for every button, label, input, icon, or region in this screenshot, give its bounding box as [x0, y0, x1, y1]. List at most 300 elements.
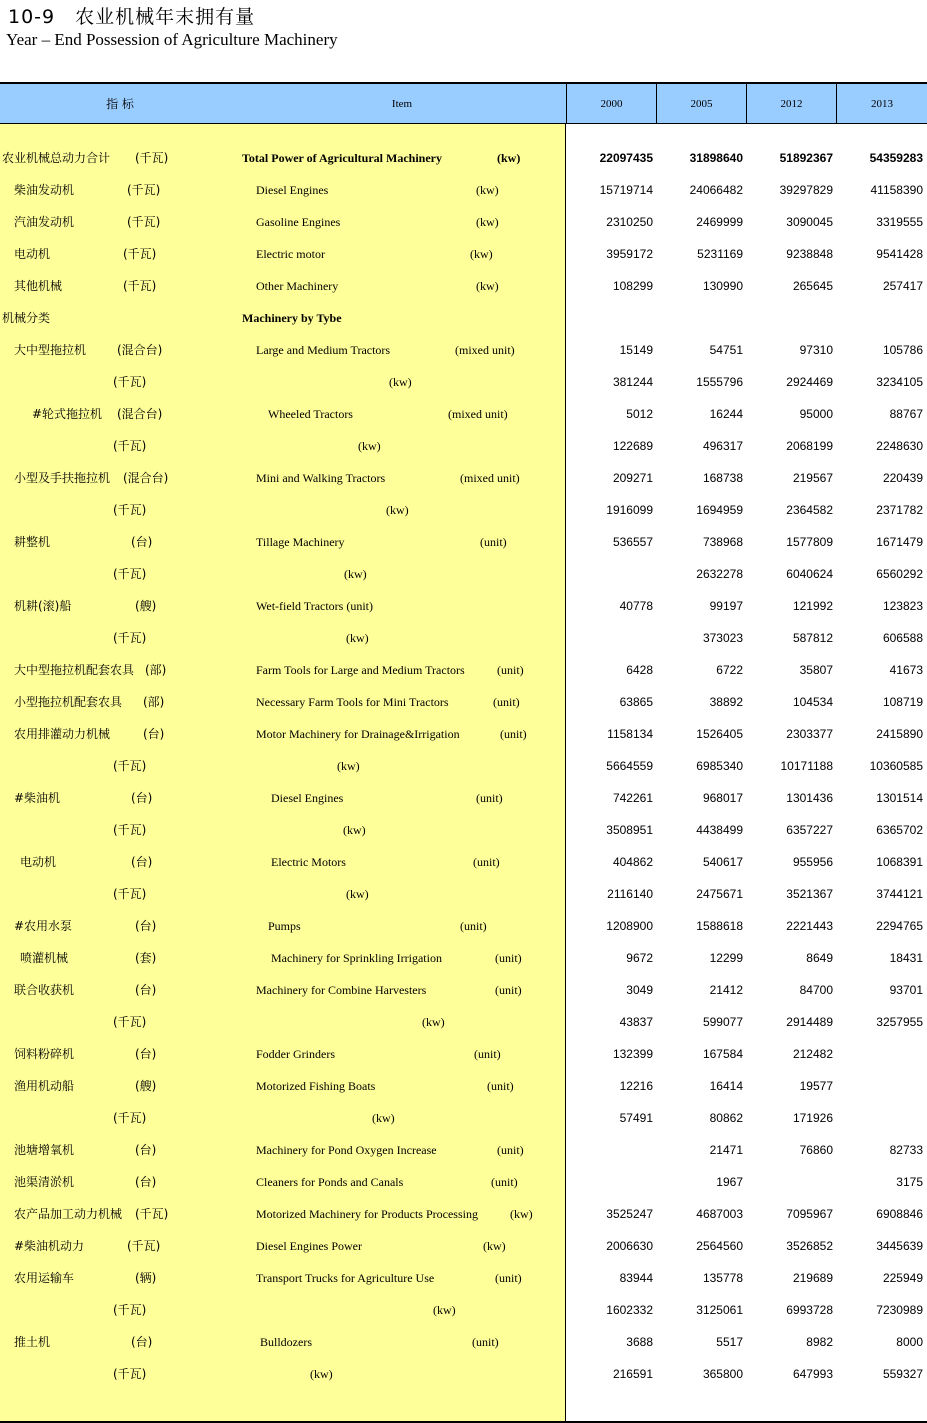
item-name-zh: #柴油机动力	[14, 1239, 85, 1253]
value-cell: 39297829	[779, 183, 833, 197]
item-unit-en: (kw)	[476, 183, 499, 197]
item-name-en: Diesel Engines	[256, 183, 329, 197]
value-cell: 265645	[792, 279, 833, 293]
item-unit-en: (unit)	[495, 983, 522, 997]
item-unit-zh: (台)	[131, 535, 153, 549]
table-row	[0, 1326, 927, 1358]
item-name-en: Machinery for Pond Oxygen Increase	[256, 1143, 437, 1157]
item-unit-zh: (千瓦)	[127, 215, 161, 229]
table-row	[0, 910, 927, 942]
item-name-en: Machinery by Tybe	[242, 311, 342, 325]
value-cell: 171926	[792, 1111, 833, 1125]
item-unit-zh: (千瓦)	[113, 503, 147, 517]
table-row	[0, 686, 927, 718]
value-cell: 6365702	[876, 823, 923, 837]
value-cell: 3744121	[876, 887, 923, 901]
table-row	[0, 846, 927, 878]
value-cell: 3508951	[606, 823, 653, 837]
table-row	[0, 1134, 927, 1166]
item-name-zh: 耕整机	[14, 535, 51, 549]
item-name-en: Pumps	[268, 919, 301, 933]
item-unit-zh: (混合台)	[117, 343, 163, 357]
value-cell: 1588618	[696, 919, 743, 933]
value-cell: 15149	[619, 343, 653, 357]
value-cell: 22097435	[599, 151, 653, 165]
value-cell: 220439	[882, 471, 923, 485]
value-cell: 130990	[702, 279, 743, 293]
value-cell: 540617	[702, 855, 743, 869]
table-row	[0, 366, 927, 398]
value-cell: 41673	[889, 663, 923, 677]
item-name-zh: 机耕(滚)船	[14, 599, 72, 613]
value-cell: 54359283	[869, 151, 923, 165]
value-cell: 2469999	[696, 215, 743, 229]
item-unit-en: (kw)	[476, 215, 499, 229]
item-name-zh: 电动机	[14, 247, 51, 261]
item-name-zh: #柴油机	[14, 791, 61, 805]
value-cell: 1967	[716, 1175, 743, 1189]
item-unit-en: (kw)	[483, 1239, 506, 1253]
value-cell: 3526852	[786, 1239, 833, 1253]
item-name-zh: 饲料粉碎机	[14, 1047, 75, 1061]
item-unit-zh: (千瓦)	[113, 887, 147, 901]
value-cell: 7095967	[786, 1207, 833, 1221]
value-cell: 135778	[702, 1271, 743, 1285]
item-unit-zh: (千瓦)	[113, 823, 147, 837]
value-cell: 968017	[702, 791, 743, 805]
item-unit-en: (unit)	[474, 1047, 501, 1061]
value-cell: 2632278	[696, 567, 743, 581]
item-unit-zh: (千瓦)	[113, 1111, 147, 1125]
value-cell: 2116140	[607, 887, 653, 901]
value-cell: 2924469	[786, 375, 833, 389]
table-row	[0, 430, 927, 462]
value-cell: 167584	[702, 1047, 743, 1061]
item-name-en: Electric motor	[256, 247, 325, 261]
item-unit-en: (unit)	[500, 727, 527, 741]
value-cell: 606588	[882, 631, 923, 645]
value-cell: 2303377	[786, 727, 833, 741]
value-cell: 57491	[619, 1111, 653, 1125]
value-cell: 3257955	[876, 1015, 923, 1029]
value-cell: 2914489	[786, 1015, 833, 1029]
table-row	[0, 750, 927, 782]
item-unit-en: (kw)	[344, 567, 367, 581]
value-cell: 1694959	[696, 503, 743, 517]
value-cell: 1671479	[876, 535, 923, 549]
item-unit-zh: (台)	[135, 1047, 157, 1061]
value-cell: 225949	[882, 1271, 923, 1285]
item-name-zh: 推土机	[14, 1335, 51, 1349]
value-cell: 5517	[716, 1335, 743, 1349]
table-row	[0, 206, 927, 238]
value-cell: 587812	[792, 631, 833, 645]
value-cell: 12299	[709, 951, 743, 965]
value-cell: 6993728	[786, 1303, 833, 1317]
value-cell: 1301514	[876, 791, 923, 805]
item-unit-zh: (台)	[135, 983, 157, 997]
item-unit-zh: (千瓦)	[113, 1015, 147, 1029]
item-name-zh: 池塘增氧机	[14, 1143, 75, 1157]
value-cell: 12216	[619, 1079, 653, 1093]
value-cell: 1208900	[606, 919, 653, 933]
value-cell: 1158134	[607, 727, 653, 741]
item-unit-zh: (部)	[145, 663, 167, 677]
item-name-en: Mini and Walking Tractors	[256, 471, 386, 485]
header-year-2012: 2012	[746, 84, 836, 124]
value-cell: 6560292	[876, 567, 923, 581]
header-year-2005: 2005	[656, 84, 746, 124]
value-cell: 80862	[709, 1111, 743, 1125]
item-unit-en: (unit)	[497, 663, 524, 677]
value-cell: 76860	[799, 1143, 833, 1157]
item-name-zh: 机械分类	[2, 311, 51, 325]
value-cell: 19577	[799, 1079, 833, 1093]
item-name-en: Other Machinery	[256, 279, 339, 293]
item-unit-zh: (千瓦)	[113, 759, 147, 773]
value-cell: 38892	[709, 695, 743, 709]
value-cell: 97310	[799, 343, 833, 357]
value-cell: 21471	[709, 1143, 743, 1157]
table-row	[0, 334, 927, 366]
item-unit-zh: (混合台)	[117, 407, 163, 421]
table-row	[0, 814, 927, 846]
value-cell: 1526405	[696, 727, 743, 741]
item-name-en: Necessary Farm Tools for Mini Tractors	[256, 695, 449, 709]
item-unit-zh: (台)	[131, 855, 153, 869]
table-row	[0, 494, 927, 526]
item-unit-zh: (混合台)	[123, 471, 169, 485]
item-unit-en: (unit)	[497, 1143, 524, 1157]
value-cell: 105786	[882, 343, 923, 357]
value-cell: 6428	[626, 663, 653, 677]
value-cell: 3234105	[876, 375, 923, 389]
value-cell: 168738	[702, 471, 743, 485]
value-cell: 3525247	[606, 1207, 653, 1221]
table-number-title: 10-9 农业机械年末拥有量	[8, 6, 256, 28]
item-unit-zh: (台)	[143, 727, 165, 741]
item-name-zh: 联合收获机	[14, 983, 75, 997]
value-cell: 10171188	[780, 759, 833, 773]
value-cell: 738968	[702, 535, 743, 549]
value-cell: 3090045	[786, 215, 833, 229]
item-unit-en: (kw)	[310, 1367, 333, 1381]
table-row	[0, 238, 927, 270]
item-unit-zh: (千瓦)	[135, 151, 169, 165]
value-cell: 955956	[792, 855, 833, 869]
value-cell: 1555796	[696, 375, 743, 389]
item-unit-en: (unit)	[473, 855, 500, 869]
value-cell: 8982	[806, 1335, 833, 1349]
item-name-zh: 池渠清淤机	[14, 1175, 75, 1189]
item-name-zh: 汽油发动机	[14, 215, 75, 229]
value-cell: 99197	[709, 599, 743, 613]
data-table	[0, 82, 927, 1423]
value-cell: 83944	[619, 1271, 653, 1285]
item-unit-en: (mixed unit)	[460, 471, 520, 485]
item-unit-zh: (千瓦)	[123, 247, 157, 261]
value-cell: 3521367	[786, 887, 833, 901]
item-name-zh: 农用排灌动力机械	[14, 727, 111, 741]
value-cell: 122689	[612, 439, 653, 453]
table-row	[0, 1198, 927, 1230]
value-cell: 6722	[716, 663, 743, 677]
item-unit-en: (unit)	[476, 791, 503, 805]
table-header	[0, 82, 927, 124]
value-cell: 3688	[626, 1335, 653, 1349]
table-row	[0, 1166, 927, 1198]
value-cell: 24066482	[689, 183, 743, 197]
item-name-en: Cleaners for Ponds and Canals	[256, 1175, 404, 1189]
value-cell: 16244	[709, 407, 743, 421]
value-cell: 54751	[709, 343, 743, 357]
item-unit-zh: (台)	[131, 791, 153, 805]
value-cell: 219567	[792, 471, 833, 485]
item-name-zh: 农产品加工动力机械	[14, 1207, 123, 1221]
value-cell: 599077	[702, 1015, 743, 1029]
value-cell: 82733	[889, 1143, 923, 1157]
value-cell: 2475671	[696, 887, 743, 901]
value-cell: 496317	[702, 439, 743, 453]
value-cell: 4438499	[696, 823, 743, 837]
item-unit-zh: (台)	[135, 919, 157, 933]
item-name-en: Motorized Fishing Boats	[256, 1079, 376, 1093]
table-row	[0, 462, 927, 494]
table-english-title: Year – End Possession of Agriculture Machinery	[6, 30, 338, 49]
item-unit-en: (unit)	[491, 1175, 518, 1189]
table-row	[0, 526, 927, 558]
item-unit-en: (unit)	[487, 1079, 514, 1093]
value-cell: 1068391	[876, 855, 923, 869]
item-unit-en: (mixed unit)	[448, 407, 508, 421]
item-unit-en: (kw)	[343, 823, 366, 837]
item-name-en: Motor Machinery for Drainage&Irrigation	[256, 727, 460, 741]
table-row	[0, 718, 927, 750]
header-item-en: Item	[391, 98, 413, 110]
value-cell: 2371782	[876, 503, 923, 517]
value-cell: 209271	[612, 471, 653, 485]
value-cell: 31898640	[689, 151, 743, 165]
value-cell: 21412	[709, 983, 743, 997]
table-row	[0, 654, 927, 686]
table-row	[0, 1038, 927, 1070]
table-row	[0, 590, 927, 622]
item-name-en: Diesel Engines Power	[256, 1239, 362, 1253]
item-unit-en: (kw)	[358, 439, 381, 453]
value-cell: 9541428	[876, 247, 923, 261]
item-unit-en: (unit)	[480, 535, 507, 549]
item-unit-zh: (千瓦)	[135, 1207, 169, 1221]
item-name-zh: 其他机械	[14, 279, 63, 293]
value-cell: 9672	[626, 951, 653, 965]
item-name-en: Machinery for Sprinkling Irrigation	[271, 951, 442, 965]
value-cell: 6040624	[786, 567, 833, 581]
value-cell: 41158390	[870, 183, 923, 197]
value-cell: 404862	[612, 855, 653, 869]
value-cell: 5231169	[697, 247, 743, 261]
item-unit-zh: (千瓦)	[113, 1367, 147, 1381]
item-unit-zh: (台)	[131, 1335, 153, 1349]
value-cell: 43837	[619, 1015, 653, 1029]
value-cell: 84700	[799, 983, 833, 997]
item-unit-en: (kw)	[346, 887, 369, 901]
value-cell: 559327	[882, 1367, 923, 1381]
item-unit-en: (kw)	[337, 759, 360, 773]
item-name-en: Wheeled Tractors	[268, 407, 353, 421]
table-row	[0, 1262, 927, 1294]
item-name-en: Transport Trucks for Agriculture Use	[256, 1271, 435, 1285]
value-cell: 1916099	[606, 503, 653, 517]
item-name-zh: 大中型拖拉机配套农具	[14, 663, 135, 677]
item-unit-zh: (艘)	[135, 1079, 157, 1093]
value-cell: 2415890	[876, 727, 923, 741]
item-name-en: Motorized Machinery for Products Processing	[256, 1207, 478, 1221]
value-cell: 7230989	[876, 1303, 923, 1317]
item-unit-zh: (千瓦)	[113, 1303, 147, 1317]
value-cell: 3319555	[876, 215, 923, 229]
item-unit-zh: (千瓦)	[127, 183, 161, 197]
item-unit-en: (unit)	[472, 1335, 499, 1349]
value-cell: 35807	[799, 663, 833, 677]
item-unit-en: (unit)	[460, 919, 487, 933]
value-cell: 18431	[889, 951, 923, 965]
item-name-zh: 农用运输车	[14, 1271, 75, 1285]
table-row	[0, 974, 927, 1006]
value-cell: 1577809	[786, 535, 833, 549]
item-name-zh: 大中型拖拉机	[14, 343, 87, 357]
item-name-en: Gasoline Engines	[256, 215, 341, 229]
item-name-zh: 小型及手扶拖拉机	[14, 471, 111, 485]
item-unit-zh: (千瓦)	[113, 439, 147, 453]
item-name-en: Tillage Machinery	[256, 535, 345, 549]
value-cell: 108719	[882, 695, 923, 709]
header-indicator-zh: 指 标	[106, 97, 134, 111]
value-cell: 3959172	[606, 247, 653, 261]
value-cell: 93701	[889, 983, 923, 997]
item-unit-en: (kw)	[422, 1015, 445, 1029]
value-cell: 2564560	[696, 1239, 743, 1253]
value-cell: 742261	[612, 791, 653, 805]
item-name-zh: 柴油发动机	[14, 183, 75, 197]
value-cell: 2310250	[606, 215, 653, 229]
item-name-en: Farm Tools for Large and Medium Tractors	[256, 663, 465, 677]
value-cell: 381244	[612, 375, 653, 389]
item-unit-en: (kw)	[510, 1207, 533, 1221]
value-cell: 15719714	[599, 183, 653, 197]
value-cell: 2248630	[876, 439, 923, 453]
item-unit-zh: (艘)	[135, 599, 157, 613]
value-cell: 8649	[806, 951, 833, 965]
item-unit-zh: (千瓦)	[123, 279, 157, 293]
item-unit-en: (kw)	[389, 375, 412, 389]
value-cell: 3175	[896, 1175, 923, 1189]
item-unit-zh: (千瓦)	[113, 375, 147, 389]
value-cell: 10360585	[869, 759, 923, 773]
item-unit-en: (kw)	[372, 1111, 395, 1125]
value-cell: 2221443	[786, 919, 833, 933]
value-cell: 2068199	[786, 439, 833, 453]
table-row	[0, 1070, 927, 1102]
item-name-zh: #轮式拖拉机	[32, 407, 103, 421]
item-name-zh: 电动机	[20, 855, 57, 869]
value-cell: 9238848	[786, 247, 833, 261]
item-name-zh: 喷灌机械	[20, 951, 69, 965]
item-unit-en: (unit)	[493, 695, 520, 709]
item-unit-en: (kw)	[386, 503, 409, 517]
table-row	[0, 1006, 927, 1038]
value-cell: 132399	[612, 1047, 653, 1061]
value-cell: 219689	[792, 1271, 833, 1285]
table-row	[0, 622, 927, 654]
value-cell: 3049	[626, 983, 653, 997]
table-row	[0, 1294, 927, 1326]
item-unit-en: (unit)	[495, 1271, 522, 1285]
item-unit-zh: (部)	[143, 695, 165, 709]
value-cell: 5012	[626, 407, 653, 421]
table-row	[0, 142, 927, 174]
table-row	[0, 270, 927, 302]
value-cell: 647993	[792, 1367, 833, 1381]
table-row	[0, 878, 927, 910]
item-unit-zh: (套)	[135, 951, 157, 965]
table-section-row	[0, 302, 927, 334]
value-cell: 3125061	[696, 1303, 743, 1317]
item-name-zh: #农用水泵	[14, 919, 73, 933]
value-cell: 63865	[619, 695, 653, 709]
item-name-en: Diesel Engines	[271, 791, 344, 805]
item-unit-zh: (台)	[135, 1175, 157, 1189]
item-unit-en: (kw)	[470, 247, 493, 261]
item-name-zh: 渔用机动船	[14, 1079, 75, 1093]
table-row	[0, 1102, 927, 1134]
header-year-2000: 2000	[566, 84, 656, 124]
value-cell: 257417	[882, 279, 923, 293]
value-cell: 88767	[889, 407, 923, 421]
table-row	[0, 1358, 927, 1390]
value-cell: 8000	[896, 1335, 923, 1349]
item-unit-en: (unit)	[495, 951, 522, 965]
value-cell: 536557	[612, 535, 653, 549]
item-name-en: Wet-field Tractors (unit)	[256, 599, 374, 613]
value-cell: 2364582	[786, 503, 833, 517]
value-cell: 121992	[792, 599, 833, 613]
value-cell: 51892367	[779, 151, 833, 165]
value-cell: 16414	[709, 1079, 743, 1093]
item-name-en: Large and Medium Tractors	[256, 343, 391, 357]
item-name-en: Machinery for Combine Harvesters	[256, 983, 427, 997]
item-unit-en: (kw)	[346, 631, 369, 645]
item-unit-zh: (台)	[135, 1143, 157, 1157]
value-cell: 2006630	[606, 1239, 653, 1253]
item-name-en: Electric Motors	[271, 855, 346, 869]
value-cell: 6985340	[696, 759, 743, 773]
value-cell: 4687003	[696, 1207, 743, 1221]
value-cell: 40778	[619, 599, 653, 613]
value-cell: 108299	[612, 279, 653, 293]
table-row	[0, 782, 927, 814]
value-cell: 6357227	[786, 823, 833, 837]
item-name-zh: 小型拖拉机配套农具	[14, 695, 123, 709]
header-year-2013: 2013	[836, 84, 927, 124]
item-unit-zh: (千瓦)	[127, 1239, 161, 1253]
value-cell: 365800	[702, 1367, 743, 1381]
value-cell: 1602332	[606, 1303, 653, 1317]
item-unit-en: (mixed unit)	[455, 343, 515, 357]
value-cell: 2294765	[876, 919, 923, 933]
item-name-zh: 农业机械总动力合计	[2, 151, 111, 165]
table-row	[0, 558, 927, 590]
value-cell: 123823	[882, 599, 923, 613]
